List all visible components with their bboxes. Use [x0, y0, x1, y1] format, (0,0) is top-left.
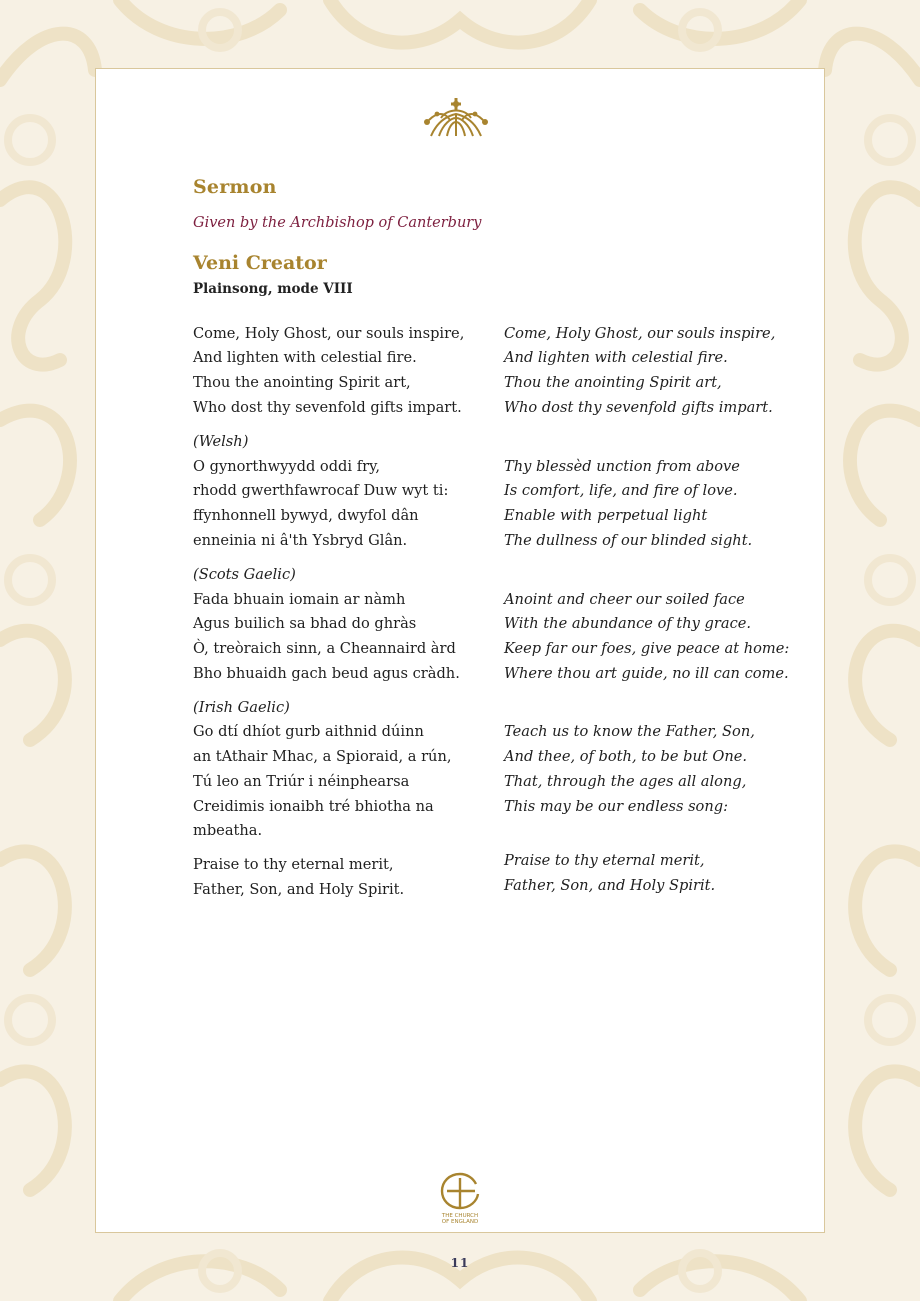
verse-line: With the abundance of thy grace. [504, 615, 752, 632]
hymn-title: Veni Creator [193, 252, 327, 274]
verse-line: Is comfort, life, and fire of love. [504, 482, 738, 499]
verse-line: Enable with perpetual light [504, 507, 708, 524]
verse-line: That, through the ages all along, [504, 773, 747, 790]
verse-line: O gynorthwyydd oddi fry, [193, 458, 381, 475]
language-label: (Scots Gaelic) [193, 566, 296, 583]
verse-line: Come, Holy Ghost, our souls inspire, [193, 325, 465, 342]
verse-line: Praise to thy eternal merit, [193, 856, 394, 873]
logo-text-line-1: THE CHURCH [441, 1213, 479, 1219]
verse-line: Agus builich sa bhad do ghràs [193, 615, 417, 632]
verse-line: Where thou art guide, no ill can come. [504, 665, 789, 682]
page-number: 11 [450, 1256, 470, 1270]
verse-line: Praise to thy eternal merit, [504, 852, 705, 869]
crown-icon [423, 98, 489, 142]
logo-text-line-2: OF ENGLAND [441, 1219, 479, 1225]
verse-line: And thee, of both, to be but One. [504, 748, 748, 765]
verse-line: Ò, treòraich sinn, a Cheannaird àrd [193, 640, 456, 657]
verse-line: ffynhonnell bywyd, dwyfol dân [193, 507, 419, 524]
verse-line: rhodd gwerthfawrocaf Duw wyt ti: [193, 482, 449, 499]
verse-line: enneinia ni â'th Ysbryd Glân. [193, 532, 408, 549]
verse-line: mbeatha. [193, 822, 263, 839]
verse-line: Who dost thy sevenfold gifts impart. [193, 399, 462, 416]
verse-line: The dullness of our blinded sight. [504, 532, 753, 549]
verse-line: Go dtí dhíot gurb aithnid dúinn [193, 723, 424, 740]
verse-line: Teach us to know the Father, Son, [504, 723, 755, 740]
verse-line: Thy blessèd unction from above [504, 458, 740, 475]
verse-line: Come, Holy Ghost, our souls inspire, [504, 325, 776, 342]
verse-line: Tú leo an Triúr i néinphearsa [193, 773, 410, 790]
verse-line: Thou the anointing Spirit art, [193, 374, 411, 391]
language-label: (Welsh) [193, 433, 249, 450]
verse-line: Father, Son, and Holy Spirit. [193, 881, 405, 898]
verse-line: Father, Son, and Holy Spirit. [504, 877, 716, 894]
verse-line: Who dost thy sevenfold gifts impart. [504, 399, 773, 416]
language-label: (Irish Gaelic) [193, 699, 290, 716]
verse-line: And lighten with celestial fire. [193, 349, 417, 366]
verse-line: Thou the anointing Spirit art, [504, 374, 722, 391]
sermon-given-by: Given by the Archbishop of Canterbury [193, 215, 482, 231]
verse-line: Keep far our foes, give peace at home: [504, 640, 790, 657]
hymn-subtitle: Plainsong, mode VIII [193, 281, 353, 297]
verse-line: Creidimis ionaibh tré bhiotha na [193, 798, 434, 815]
verse-line: Anoint and cheer our soiled face [504, 591, 745, 608]
verse-line: And lighten with celestial fire. [504, 349, 728, 366]
verse-line: an tAthair Mhac, a Spioraid, a rún, [193, 748, 452, 765]
verse-line: Bho bhuaidh gach beud agus cràdh. [193, 665, 460, 682]
sermon-heading: Sermon [193, 176, 277, 198]
verse-line: Fada bhuain iomain ar nàmh [193, 591, 406, 608]
verse-line: This may be our endless song: [504, 798, 729, 815]
